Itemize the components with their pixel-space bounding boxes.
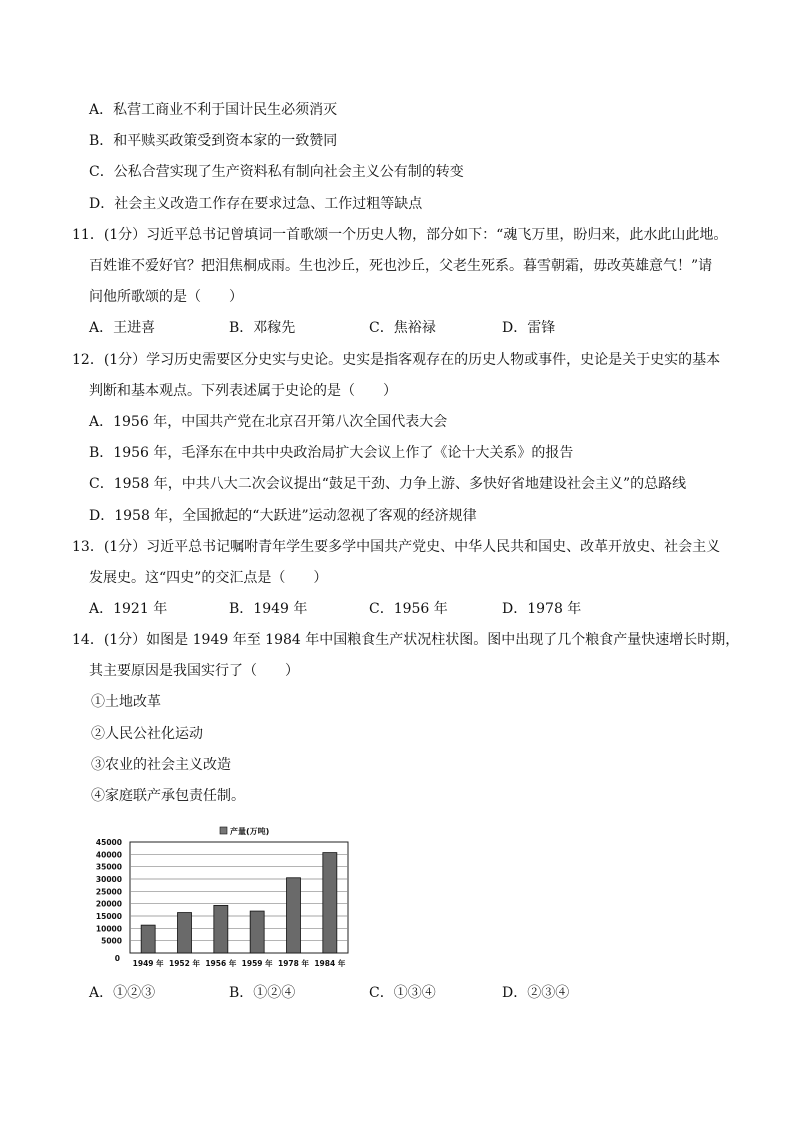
q14-option-a: A．①②③: [89, 985, 156, 1001]
q14-option-d: D．②③④: [502, 985, 570, 1001]
chart-bar: [141, 925, 155, 953]
q11-stem-line-3: 问他所歌颂的是（ ）: [89, 289, 243, 305]
q12-stem-line-2: 判断和基本观点。下列表述属于史论的是（ ）: [89, 383, 397, 399]
chart-legend: 产量(万吨): [230, 827, 270, 836]
y-tick-label: 0: [114, 954, 120, 963]
q14-stem-line-1: 14．(1分）如图是 1949 年至 1984 年中国粮食生产状况柱状图。图中出现了几个粮食产量快速增长时期，: [72, 632, 740, 648]
chart-bar: [250, 911, 264, 953]
q13-stem-line-2: 发展史。这“四史”的交汇点是（ ）: [89, 570, 328, 586]
q13-option-a: A．1921 年: [89, 601, 168, 617]
chart-bar: [214, 905, 228, 953]
q10-option-b: B．和平赎买政策受到资本家的一致赞同: [89, 133, 338, 149]
q12-option-a: A．1956 年，中国共产党在北京召开第八次全国代表大会: [89, 414, 448, 430]
y-tick-label: 10000: [95, 924, 122, 934]
q12-option-b: B．1956 年，毛泽东在中共中央政治局扩大会议上作了《论十大关系》的报告: [89, 445, 574, 461]
q14-item-1: ①土地改革: [91, 694, 161, 710]
y-tick-label: 20000: [95, 899, 122, 909]
q14-item-4: ④家庭联产承包责任制。: [91, 788, 245, 804]
q11-option-b: B．邓稼先: [229, 320, 296, 336]
x-tick-label: 1952 年: [169, 959, 200, 968]
y-tick-label: 15000: [95, 912, 122, 921]
chart-bar: [287, 878, 301, 953]
q12-option-d: D．1958 年，全国掀起的“大跃进”运动忽视了客观的经济规律: [89, 508, 477, 524]
q10-option-c: C．公私合营实现了生产资料私有制向社会主义公有制的转变: [89, 164, 464, 180]
q12-stem-line-1: 12．(1分）学习历史需要区分史实与史论。史实是指客观存在的历史人物或事件，史论是关于史实的基本: [72, 352, 721, 368]
chart-plot-frame: [130, 842, 348, 953]
q14-option-c: C．①③④: [369, 985, 436, 1001]
chart-bars: [141, 853, 337, 953]
q13-option-d: D．1978 年: [502, 601, 582, 617]
y-tick-label: 40000: [95, 850, 122, 860]
q11-stem-line-2: 百姓谁不爱好官？把泪焦桐成雨。生也沙丘，死也沙丘，父老生死系。暮雪朝霜，毋改英雄意气！”请: [89, 258, 713, 274]
q14-item-3: ③农业的社会主义改造: [91, 757, 231, 773]
chart-y-ticks: [96, 838, 122, 963]
q13-option-c: C．1956 年: [369, 601, 448, 617]
q13-option-b: B．1949 年: [229, 601, 308, 617]
q12-option-c: C．1958 年，中共八大二次会议提出“鼓足干劲、力争上游、多快好省地建设社会主义”的总路线: [89, 476, 687, 492]
q11-stem-line-1: 11．(1分）习近平总书记曾填词一首歌颂一个历史人物，部分如下：“魂飞万里，盼归来，此水此山此地。: [72, 227, 728, 243]
legend-swatch: [220, 827, 227, 834]
x-tick-label: 1978 年: [278, 959, 309, 968]
y-tick-label: 35000: [95, 862, 122, 872]
q14-option-b: B．①②④: [229, 985, 296, 1001]
x-tick-label: 1956 年: [205, 959, 237, 968]
q11-option-d: D．雷锋: [502, 320, 556, 336]
y-tick-label: 30000: [95, 875, 122, 884]
chart-bar: [178, 913, 192, 953]
y-tick-label: 25000: [95, 887, 122, 897]
y-tick-label: 5000: [101, 936, 122, 946]
x-tick-label: 1959 年: [241, 959, 273, 968]
q11-option-a: A．王进喜: [89, 320, 156, 336]
q13-stem-line-1: 13．(1分）习近平总书记嘱咐青年学生要多学中国共产党史、中华人民共和国史、改革开放史、社会主义: [72, 539, 721, 555]
q10-option-d: D．社会主义改造工作存在要求过急、工作过粗等缺点: [89, 196, 423, 212]
q14-stem-line-2: 其主要原因是我国实行了（ ）: [89, 663, 299, 679]
y-tick-label: 45000: [95, 838, 122, 847]
chart-gridlines: [130, 842, 348, 953]
chart-x-ticks: [133, 958, 346, 968]
grain-production-bar-chart: [94, 822, 354, 972]
chart-bar: [323, 853, 337, 953]
x-tick-label: 1984 年: [314, 959, 346, 968]
q10-option-a: A．私营工商业不利于国计民生必须消灭: [89, 102, 338, 118]
q14-item-2: ②人民公社化运动: [91, 726, 203, 742]
q11-option-c: C．焦裕禄: [369, 320, 436, 336]
x-tick-label: 1949 年: [132, 959, 164, 968]
